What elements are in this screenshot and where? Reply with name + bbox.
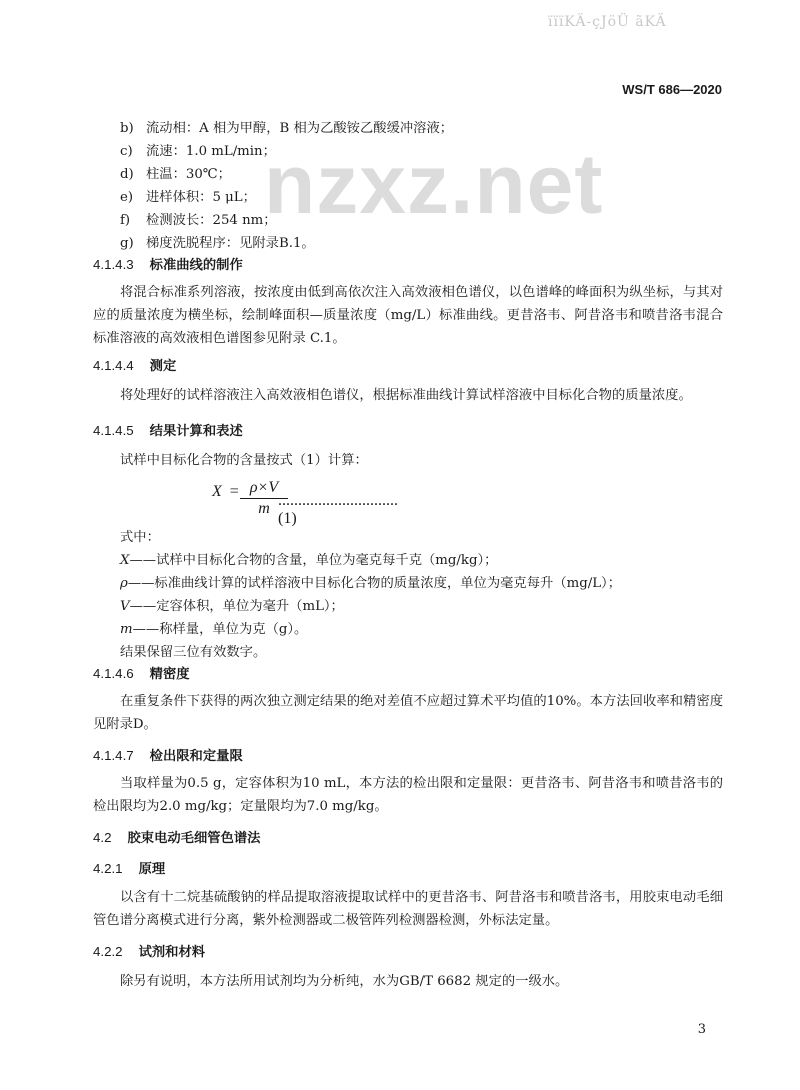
formula-1	[212, 479, 398, 527]
definitions-intro: 式中：	[120, 530, 160, 545]
list-item-text: 柱温：30℃；	[146, 167, 231, 182]
section-heading-4-1-4-3	[93, 254, 243, 273]
list-item-tag: b)	[120, 121, 134, 136]
section-number: 4.1.4.3	[93, 257, 134, 272]
list-item	[120, 117, 453, 136]
definition-symbol: ρ	[120, 576, 128, 591]
paragraph: 在重复条件下获得的两次独立测定结果的绝对差值不应超过算术平均值的10%。本方法回收率和精密度见附录D。	[93, 694, 723, 732]
section-title: 胶束电动毛细管色谱法	[127, 830, 261, 845]
page-number: 3	[697, 1022, 706, 1037]
formula-equals: =	[229, 483, 239, 500]
list-item-text: 流速：1.0 mL/min；	[146, 144, 276, 159]
formula-numerator: ρ×V	[249, 479, 279, 496]
section-number: 4.2.2	[93, 944, 123, 959]
definition-item	[120, 572, 621, 591]
list-item-text: 梯度洗脱程序：见附录B.1。	[146, 236, 315, 251]
section-title: 检出限和定量限	[149, 748, 243, 763]
list-item	[120, 232, 315, 251]
definition-symbol: X	[120, 553, 130, 568]
section-heading-4-1-4-7	[93, 745, 243, 764]
section-title: 标准曲线的制作	[149, 257, 243, 272]
section-heading-4-1-4-5	[93, 420, 243, 439]
definition-symbol: m	[120, 622, 133, 637]
section-heading-4-2-1	[93, 858, 165, 877]
list-item-tag: g)	[120, 236, 134, 251]
definition-item	[120, 618, 307, 637]
section-title: 精密度	[149, 666, 190, 681]
section-number: 4.2.1	[93, 861, 123, 876]
watermark: nzxz.net	[264, 137, 604, 231]
formula-denominator: m	[258, 500, 270, 517]
standard-code: WS/T 686—2020	[622, 82, 722, 97]
formula-leader	[278, 492, 398, 528]
paragraph: 当取样量为0.5 g，定容体积为10 mL，本方法的检出限和定量限：更昔洛韦、阿昔洛韦和喷昔洛韦的检出限均为2.0 mg/kg；定量限均为7.0 mg/kg。	[93, 776, 723, 814]
list-item-tag: e)	[120, 190, 134, 205]
section-number: 4.1.4.5	[93, 423, 134, 438]
list-item	[120, 186, 256, 205]
section-title: 原理	[138, 861, 166, 876]
paragraph: 将混合标准系列溶液，按浓度由低到高依次注入高效液相色谱仪，以色谱峰的峰面积为纵坐标，与其对应的质量浓度为横坐标，绘制峰面积—质量浓度（mg/L）标准曲线。更昔洛韦、阿昔洛韦和喷昔洛韦混合标准溶液的高效液相色谱图参见附录 C.1。	[93, 285, 723, 346]
paragraph: 试样中目标化合物的含量按式（1）计算：	[120, 453, 368, 468]
definitions-note: 结果保留三位有效数字。	[120, 645, 267, 660]
paragraph: 以含有十二烷基硫酸钠的样品提取溶液提取试样中的更昔洛韦、阿昔洛韦和喷昔洛韦，用胶束电动毛细管色谱分离模式进行分离，紫外检测器或二极管阵列检测器检测，外标法定量。	[93, 890, 723, 928]
paragraph: 将处理好的试样溶液注入高效液相色谱仪，根据标准曲线计算试样溶液中目标化合物的质量浓度。	[120, 388, 692, 403]
definition-item	[120, 549, 497, 568]
definition-text: ——试样中目标化合物的含量，单位为毫克每千克（mg/kg）；	[129, 553, 498, 568]
section-heading-4-1-4-6	[93, 663, 190, 682]
list-item-tag: d)	[120, 167, 134, 182]
section-title: 结果计算和表述	[149, 423, 243, 438]
header-garbled-text: ïïïKÄ-çJöÜ ãKÄ	[548, 14, 667, 30]
section-heading-4-1-4-4	[93, 355, 176, 374]
section-heading-4-2-2	[93, 941, 205, 960]
list-item-text: 检测波长：254 nm；	[146, 213, 277, 228]
section-number: 4.1.4.6	[93, 666, 134, 681]
paragraph: 除另有说明，本方法所用试剂均为分析纯，水为GB/T 6682 规定的一级水。	[120, 974, 569, 989]
definition-text: ——定容体积，单位为毫升（mL）；	[129, 599, 344, 614]
section-heading-4-2	[93, 827, 260, 846]
definition-text: ——标准曲线计算的试样溶液中目标化合物的质量浓度，单位为毫克每升（mg/L）；	[127, 576, 621, 591]
list-item	[120, 140, 276, 159]
section-number: 4.1.4.7	[93, 748, 134, 763]
definition-text: ——称样量，单位为克（g）。	[132, 622, 308, 637]
formula-number: (1)	[278, 510, 297, 527]
list-item-text: 进样体积：5 μL；	[146, 190, 256, 205]
definition-symbol: V	[120, 599, 130, 614]
list-item	[120, 209, 277, 228]
list-item	[120, 163, 231, 182]
section-title: 测定	[149, 358, 177, 373]
formula-lhs: X	[212, 483, 222, 500]
list-item-tag: c)	[120, 144, 133, 159]
section-number: 4.2	[93, 830, 112, 845]
list-item-text: 流动相：A 相为甲醇，B 相为乙酸铵乙酸缓冲溶液；	[146, 121, 454, 136]
formula-dots: ..............................	[278, 492, 398, 509]
section-number: 4.1.4.4	[93, 358, 134, 373]
list-item-tag: f)	[120, 213, 131, 228]
definition-item	[120, 595, 344, 614]
section-title: 试剂和材料	[138, 944, 206, 959]
